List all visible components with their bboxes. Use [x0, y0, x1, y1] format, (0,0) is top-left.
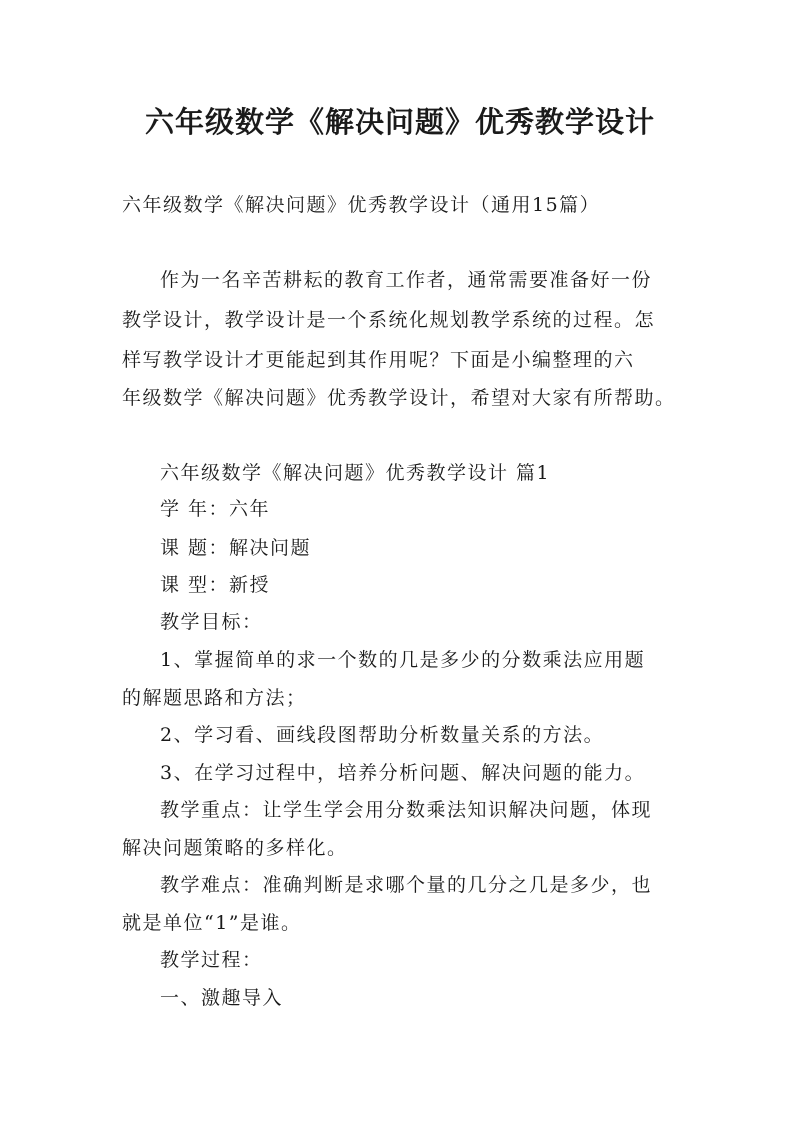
process-heading: 教学过程： — [160, 949, 263, 971]
grade-line: 学 年：六年 — [160, 498, 271, 520]
document-title: 六年级数学《解决问题》优秀教学设计 — [144, 105, 655, 139]
document-subtitle: 六年级数学《解决问题》优秀教学设计（通用15篇） — [122, 194, 601, 216]
difficulty-line: 就是单位“1”是谁。 — [122, 912, 302, 934]
objective-3-line: 3、在学习过程中，培养分析问题、解决问题的能力。 — [160, 762, 646, 784]
objective-1-line: 的解题思路和方法； — [122, 687, 307, 709]
intro-line: 作为一名辛苦耕耘的教育工作者，通常需要准备好一份 — [160, 269, 653, 291]
objective-1-line: 1、掌握简单的求一个数的几是多少的分数乘法应用题 — [160, 649, 646, 671]
intro-line: 年级数学《解决问题》优秀教学设计，希望对大家有所帮助。 — [122, 387, 676, 409]
objectives-heading: 教学目标： — [160, 611, 263, 633]
difficulty-line: 教学难点：准确判断是求哪个量的几分之几是多少，也 — [160, 874, 653, 896]
topic-line: 课 题：解决问题 — [160, 537, 312, 559]
lesson-type-line: 课 型：新授 — [160, 574, 271, 596]
key-point-line: 解决问题策略的多样化。 — [122, 837, 348, 859]
intro-line: 教学设计，教学设计是一个系统化规划教学系统的过程。怎 — [122, 309, 656, 331]
step-1-heading: 一、激趣导入 — [160, 987, 284, 1009]
key-point-line: 教学重点：让学生学会用分数乘法知识解决问题，体现 — [160, 799, 653, 821]
intro-line: 样写教学设计才更能起到其作用呢？下面是小编整理的六 — [122, 349, 635, 371]
section-heading: 六年级数学《解决问题》优秀教学设计 篇1 — [160, 462, 551, 484]
objective-2-line: 2、学习看、画线段图帮助分析数量关系的方法。 — [160, 724, 605, 746]
